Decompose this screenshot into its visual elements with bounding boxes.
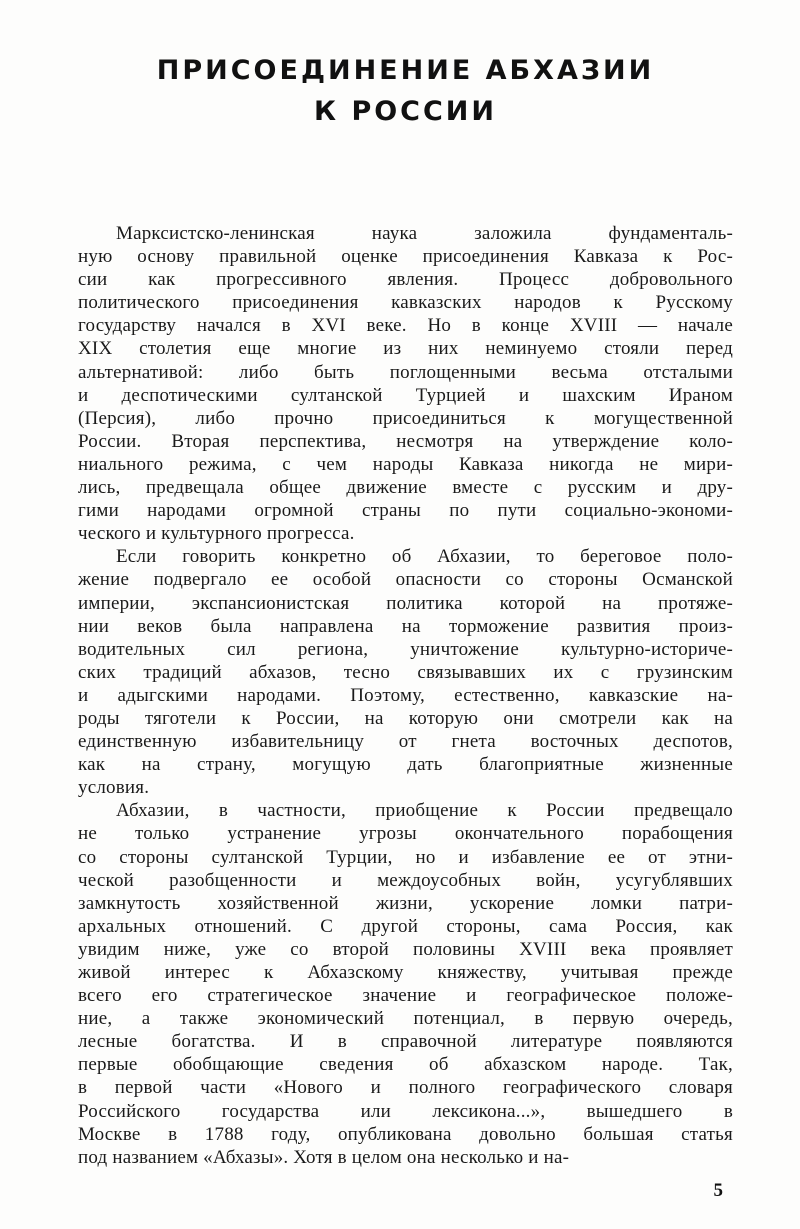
text-line: не только устранение угрозы окончательного порабощения <box>78 823 733 845</box>
text-line: Абхазии, в частности, приобщение к России предвещало <box>116 800 733 822</box>
paragraph <box>78 545 733 799</box>
text-line: ческой разобщенности и междоусобных войн, усугублявших <box>78 869 733 891</box>
text-line: водительных сил региона, уничтожение культурно-историче- <box>78 638 733 660</box>
text-line: Москве в 1788 году, опубликована довольно большая статья <box>78 1123 733 1145</box>
text-line: единственную избавительницу от гнета восточных деспотов, <box>78 731 733 753</box>
text-line: политического присоединения кавказских народов к Русскому <box>78 292 733 314</box>
text-line: и деспотическими султанской Турцией и шахским Ираном <box>78 384 733 406</box>
text-line: сии как прогрессивного явления. Процесс добровольного <box>78 269 733 291</box>
paragraph <box>78 799 733 1169</box>
text-line: ную основу правильной оценке присоединения Кавказа к Рос- <box>78 246 733 268</box>
text-line: в первой части «Нового и полного географического словаря <box>78 1077 733 1099</box>
text-line: под названием «Абхазы». Хотя в целом она несколько и на- <box>78 1146 570 1168</box>
text-line: первые обобщающие сведения об абхазском народе. Так, <box>78 1054 733 1076</box>
text-line: ние, а также экономический потенциал, в первую очередь, <box>78 1008 733 1030</box>
text-line: увидим ниже, уже со второй половины XVIII века проявляет <box>78 938 733 960</box>
text-line: России. Вторая перспектива, несмотря на утверждение коло- <box>78 430 733 452</box>
paragraph <box>78 222 733 545</box>
text-line: империи, экспансионистская политика которой на протяже- <box>78 592 733 614</box>
text-line: замкнутость хозяйственной жизни, ускорение ломки патри- <box>78 892 733 914</box>
text-line: XIX столетия еще многие из них неминуемо стояли перед <box>78 338 733 360</box>
text-line: нии веков была направлена на торможение развития произ- <box>78 615 733 637</box>
text-line: альтернативой: либо быть поглощенными весьма отсталыми <box>78 361 733 383</box>
text-line: ниального режима, с чем народы Кавказа никогда не мири- <box>78 453 733 475</box>
body-text <box>78 222 733 1169</box>
text-line: государству начался в XVI веке. Но в конце XVIII — начале <box>78 315 733 337</box>
text-line: условия. <box>78 777 150 799</box>
text-line: жение подвергало ее особой опасности со стороны Османской <box>78 569 733 591</box>
text-line: Российского государства или лексикона...», вышедшего в <box>78 1100 733 1122</box>
text-line: и адыгскими народами. Поэтому, естественно, кавказские на- <box>78 684 733 706</box>
text-line: со стороны султанской Турции, но и избавление ее от этни- <box>78 846 733 868</box>
page-title <box>78 50 733 132</box>
page-title-line2: К РОССИИ <box>313 96 498 127</box>
text-line: всего его стратегическое значение и географическое положе- <box>78 985 733 1007</box>
text-line: гими народами огромной страны по пути социально-экономи- <box>78 500 733 522</box>
text-line: как на страну, могущую дать благоприятные жизненные <box>78 754 733 776</box>
text-line: ческого и культурного прогресса. <box>78 523 355 545</box>
page-title-line1: ПРИСОЕДИНЕНИЕ АБХАЗИИ <box>156 55 655 86</box>
text-line: архальных отношений. С другой стороны, сама Россия, как <box>78 915 733 937</box>
text-line: Марксистско-ленинская наука заложила фундаменталь- <box>116 223 733 244</box>
text-line: лись, предвещала общее движение вместе с русским и дру- <box>78 477 733 499</box>
text-line: (Персия), либо прочно присоединиться к могущественной <box>78 407 733 429</box>
page-number: 5 <box>713 1180 723 1201</box>
text-line: ских традиций абхазов, тесно связывавших их с грузинским <box>78 661 733 683</box>
text-line: живой интерес к Абхазскому княжеству, учитывая прежде <box>78 962 733 983</box>
text-line: роды тяготели к России, на которую они смотрели как на <box>78 707 733 729</box>
text-line: лесные богатства. И в справочной литературе появляются <box>78 1031 733 1053</box>
text-line: Если говорить конкретно об Абхазии, то береговое поло- <box>116 546 733 568</box>
